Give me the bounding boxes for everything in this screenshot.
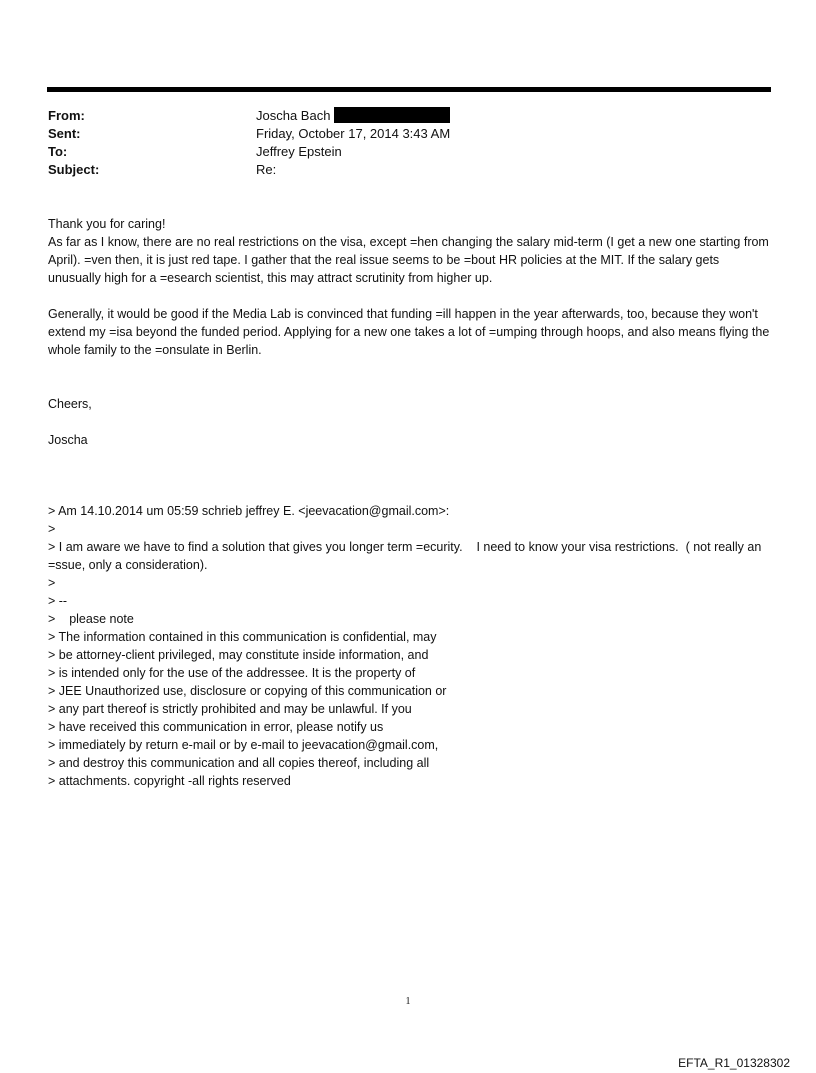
redaction-box: [334, 107, 450, 123]
subject-label: Subject:: [48, 162, 100, 177]
quoted-line: > please note: [48, 612, 134, 626]
sent-value: Friday, October 17, 2014 3:43 AM: [256, 126, 451, 141]
quoted-line: > I am aware we have to find a solution that gives you longer term =ecurity. I need to know your visa restrictions. ( not really an =ssue, only a consideration).: [48, 540, 765, 572]
closing-line: Cheers,: [48, 397, 92, 411]
document-id: EFTA_R1_01328302: [678, 1056, 790, 1070]
body-paragraph-2: Generally, it would be good if the Media Lab is convinced that funding =ill happen in the year afterwards, too, because they won't extend my =isa beyond the funded period. Applying for a new one takes a lot of =umping through hoops, and also means flying the whole family to the =onsulate in Berlin.: [48, 307, 770, 357]
disclaimer-line: > and destroy this communication and all copies thereof, including all: [48, 756, 430, 770]
body-paragraph-1: As far as I know, there are no real restrictions on the visa, except =hen changing the salary mid-term (I get a new one starting from April). =ven then, it is just red tape. I gather that the real issue seems to be =bout HR policies at the MIT. If the salary gets unusually high for a =esearch scientist, this may attract scrutinity from higher up.: [48, 235, 769, 285]
from-label: From:: [48, 108, 85, 123]
quoted-message: [48, 502, 772, 790]
quoted-line: > Am 14.10.2014 um 05:59 schrieb jeffrey E. <jeevacation@gmail.com>:: [48, 504, 450, 518]
disclaimer-line: > any part thereof is strictly prohibited and may be unlawful. If you: [48, 702, 412, 716]
disclaimer-line: > immediately by return e-mail or by e-mail to jeevacation@gmail.com,: [48, 738, 439, 752]
email-body: [48, 215, 772, 359]
subject-value: Re:: [256, 162, 277, 177]
sender-name: Joscha Bach: [256, 108, 331, 123]
subject-row: [48, 161, 748, 179]
disclaimer-line: > JEE Unauthorized use, disclosure or copying of this communication or: [48, 684, 447, 698]
greeting-line: Thank you for caring!: [48, 217, 166, 231]
quoted-line: >: [48, 576, 56, 590]
disclaimer-line: > attachments. copyright -all rights reserved: [48, 774, 291, 788]
disclaimer-line: > have received this communication in error, please notify us: [48, 720, 384, 734]
disclaimer-line: > be attorney-client privileged, may constitute inside information, and: [48, 648, 429, 662]
email-header: [48, 107, 748, 179]
quoted-line: >: [48, 522, 56, 536]
from-row: [48, 107, 748, 125]
closing-block: [48, 395, 772, 449]
header-divider: [47, 87, 771, 92]
page-number: 1: [405, 996, 411, 1007]
signature-line: Joscha: [48, 433, 88, 447]
to-value: Jeffrey Epstein: [256, 144, 342, 159]
disclaimer-line: > is intended only for the use of the addressee. It is the property of: [48, 666, 416, 680]
sent-row: [48, 125, 748, 143]
disclaimer-line: > The information contained in this communication is confidential, may: [48, 630, 437, 644]
quoted-line: > --: [48, 594, 68, 608]
to-row: [48, 143, 748, 161]
to-label: To:: [48, 144, 68, 159]
from-value: [256, 107, 748, 125]
sent-label: Sent:: [48, 126, 81, 141]
